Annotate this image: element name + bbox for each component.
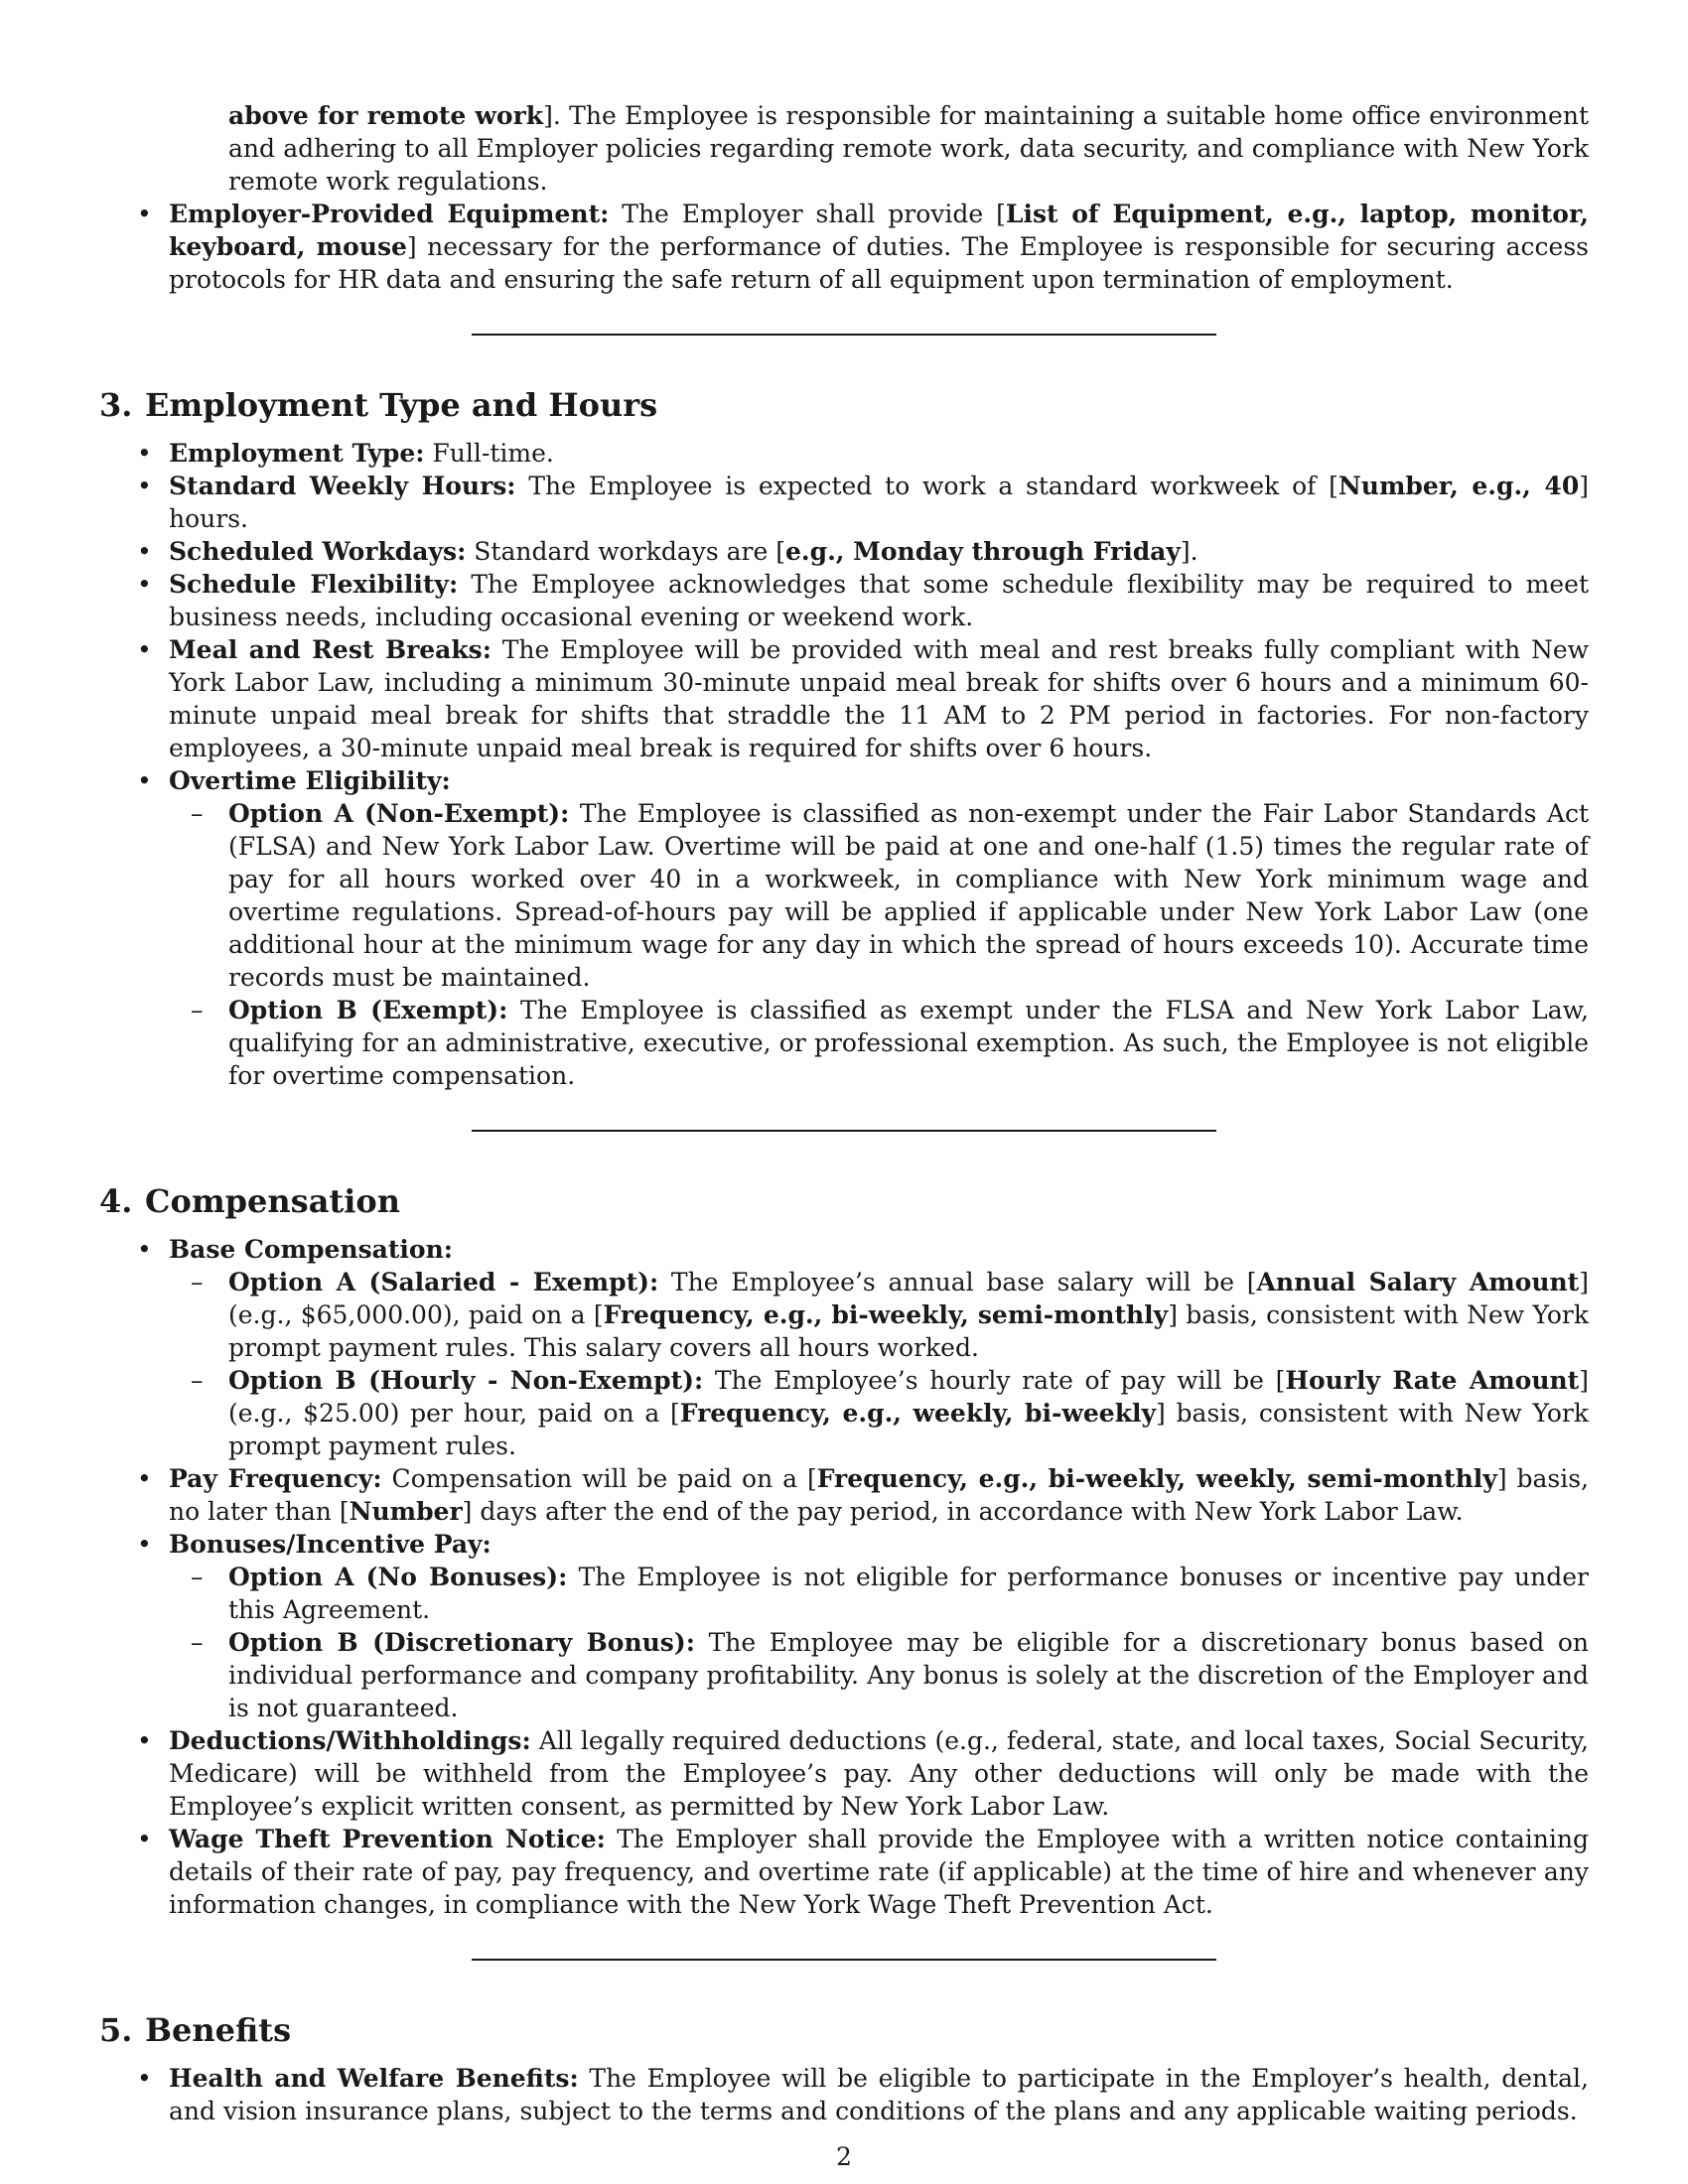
section-5-heading: 5. Benefits (99, 2011, 292, 2049)
overtime-options (169, 797, 1589, 1092)
list-item-deductions: • Deductions/Withholdings: All legally required deductions (e.g., federal, state, and local taxes, Social Security, Medicare) will be withheld from the Employee’s pay. Any other deductions will only be made with the Employee’s explicit written consent, as permitted by New York Labor Law. (99, 1724, 1589, 1823)
list-item-bonus-option-b: – Option B (Discretionary Bonus): The Employee may be eligible for a discretionary bonus based on individual performance and company profitability. Any bonus is solely at the discretion of the Employer and is not guaranteed. (169, 1626, 1589, 1724)
bonus-options (169, 1561, 1589, 1724)
section-3-list (99, 437, 1589, 1092)
equipment-list (99, 198, 1589, 296)
list-item-equipment: • Employer-Provided Equipment: The Employer shall provide [List of Equipment, e.g., laptop, monitor, keyboard, mouse] necessary for the performance of duties. The Employee is responsible for securing access protocols for HR data and ensuring the safe return of all equipment upon termination of employment. (99, 198, 1589, 296)
page-content (99, 99, 1589, 2127)
list-item-wage-theft-notice: • Wage Theft Prevention Notice: The Employer shall provide the Employee with a written notice containing details of their rate of pay, pay frequency, and overtime rate (if applicable) at the time of hire and whenever any information changes, in compliance with the New York Wage Theft Prevention Act. (99, 1823, 1589, 1921)
list-item-employment-type: • Employment Type: Full-time. (99, 437, 1589, 470)
section-5-list (99, 2062, 1589, 2127)
list-item-overtime: • Overtime Eligibility: – Option A (Non-Exempt): The Employee is classified as non-exempt under the Fair Labor Standards Act (FLSA) and New York Labor Law. Overtime will be paid at one and one-half (1.5) times the regular rate of pay for all hours worked over 40 in a workweek, in compliance with New York minimum wage and overtime regulations. Spread-of-hours pay will be applied if applicable under New York Labor Law (one additional hour at the minimum wage for any day in which the spread of hours exceeds 10). Accurate time records must be maintained. – Option B (Exempt): The Employee is classified as exempt under the FLSA and New York Labor Law, qualifying for an administrative, executive, or professional exemption. As such, the Employee is not eligible for overtime compensation. (99, 764, 1589, 1092)
list-item-health-benefits: • Health and Welfare Benefits: The Employee will be eligible to participate in the Employer’s health, dental, and vision insurance plans, subject to the terms and conditions of the plans and any applicable waiting periods. (99, 2062, 1589, 2127)
list-item-base-compensation: • Base Compensation: – Option A (Salaried - Exempt): The Employee’s annual base salary will be [Annual Salary Amount] (e.g., $65,000.00), paid on a [Frequency, e.g., bi-weekly, semi-monthly] basis, consistent with New York prompt payment rules. This salary covers all hours worked. – Option B (Hourly - Non-Exempt): The Employee’s hourly rate of pay will be [Hourly Rate Amount] (e.g., $25.00) per hour, paid on a [Frequency, e.g., weekly, bi-weekly] basis, consistent with New York prompt payment rules. (99, 1233, 1589, 1462)
list-item-base-option-b: – Option B (Hourly - Non-Exempt): The Employee’s hourly rate of pay will be [Hourly Rate Amount] (e.g., $25.00) per hour, paid on a [Frequency, e.g., weekly, bi-weekly] basis, consistent with New York prompt payment rules. (169, 1364, 1589, 1462)
list-item-schedule-flexibility: • Schedule Flexibility: The Employee acknowledges that some schedule flexibility may be required to meet business needs, including occasional evening or weekend work. (99, 568, 1589, 633)
section-3-heading: 3. Employment Type and Hours (99, 386, 658, 424)
section-4-heading: 4. Compensation (99, 1182, 400, 1220)
list-item-workdays: • Scheduled Workdays: Standard workdays are [e.g., Monday through Friday]. (99, 535, 1589, 568)
section-4-list (99, 1233, 1589, 1921)
list-item-weekly-hours: • Standard Weekly Hours: The Employee is expected to work a standard workweek of [Number, e.g., 40] hours. (99, 470, 1589, 535)
list-item-bonuses: • Bonuses/Incentive Pay: – Option A (No Bonuses): The Employee is not eligible for performance bonuses or incentive pay under this Agreement. – Option B (Discretionary Bonus): The Employee may be eligible for a discretionary bonus based on individual performance and company profitability. Any bonus is solely at the discretion of the Employer and is not guaranteed. (99, 1528, 1589, 1724)
list-item-bonus-option-a: – Option A (No Bonuses): The Employee is not eligible for performance bonuses or incentive pay under this Agreement. (169, 1561, 1589, 1626)
list-item-pay-frequency: • Pay Frequency: Compensation will be paid on a [Frequency, e.g., bi-weekly, weekly, semi-monthly] basis, no later than [Number] days after the end of the pay period, in accordance with New York Labor Law. (99, 1462, 1589, 1528)
list-item-overtime-option-a: – Option A (Non-Exempt): The Employee is classified as non-exempt under the Fair Labor Standards Act (FLSA) and New York Labor Law. Overtime will be paid at one and one-half (1.5) times the regular rate of pay for all hours worked over 40 in a workweek, in compliance with New York minimum wage and overtime regulations. Spread-of-hours pay will be applied if applicable under New York Labor Law (one additional hour at the minimum wage for any day in which the spread of hours exceeds 10). Accurate time records must be maintained. (169, 797, 1589, 994)
page-number: 2 (836, 2142, 852, 2171)
base-compensation-options (169, 1266, 1589, 1462)
list-item-meal-breaks: • Meal and Rest Breaks: The Employee will be provided with meal and rest breaks fully compliant with New York Labor Law, including a minimum 30-minute unpaid meal break for shifts over 6 hours and a minimum 60-minute unpaid meal break for shifts that straddle the 11 AM to 2 PM period in factories. For non-factory employees, a 30-minute unpaid meal break is required for shifts over 6 hours. (99, 633, 1589, 764)
list-item-overtime-option-b: – Option B (Exempt): The Employee is classified as exempt under the FLSA and New York Labor Law, qualifying for an administrative, executive, or professional exemption. As such, the Employee is not eligible for overtime compensation. (169, 994, 1589, 1092)
list-item-base-option-a: – Option A (Salaried - Exempt): The Employee’s annual base salary will be [Annual Salary Amount] (e.g., $65,000.00), paid on a [Frequency, e.g., bi-weekly, semi-monthly] basis, consistent with New York prompt payment rules. This salary covers all hours worked. (169, 1266, 1589, 1364)
remote-work-continuation: above for remote work]. The Employee is responsible for maintaining a suitable home office environment and adhering to all Employer policies regarding remote work, data security, and compliance with New York remote work regulations. (228, 101, 1589, 196)
